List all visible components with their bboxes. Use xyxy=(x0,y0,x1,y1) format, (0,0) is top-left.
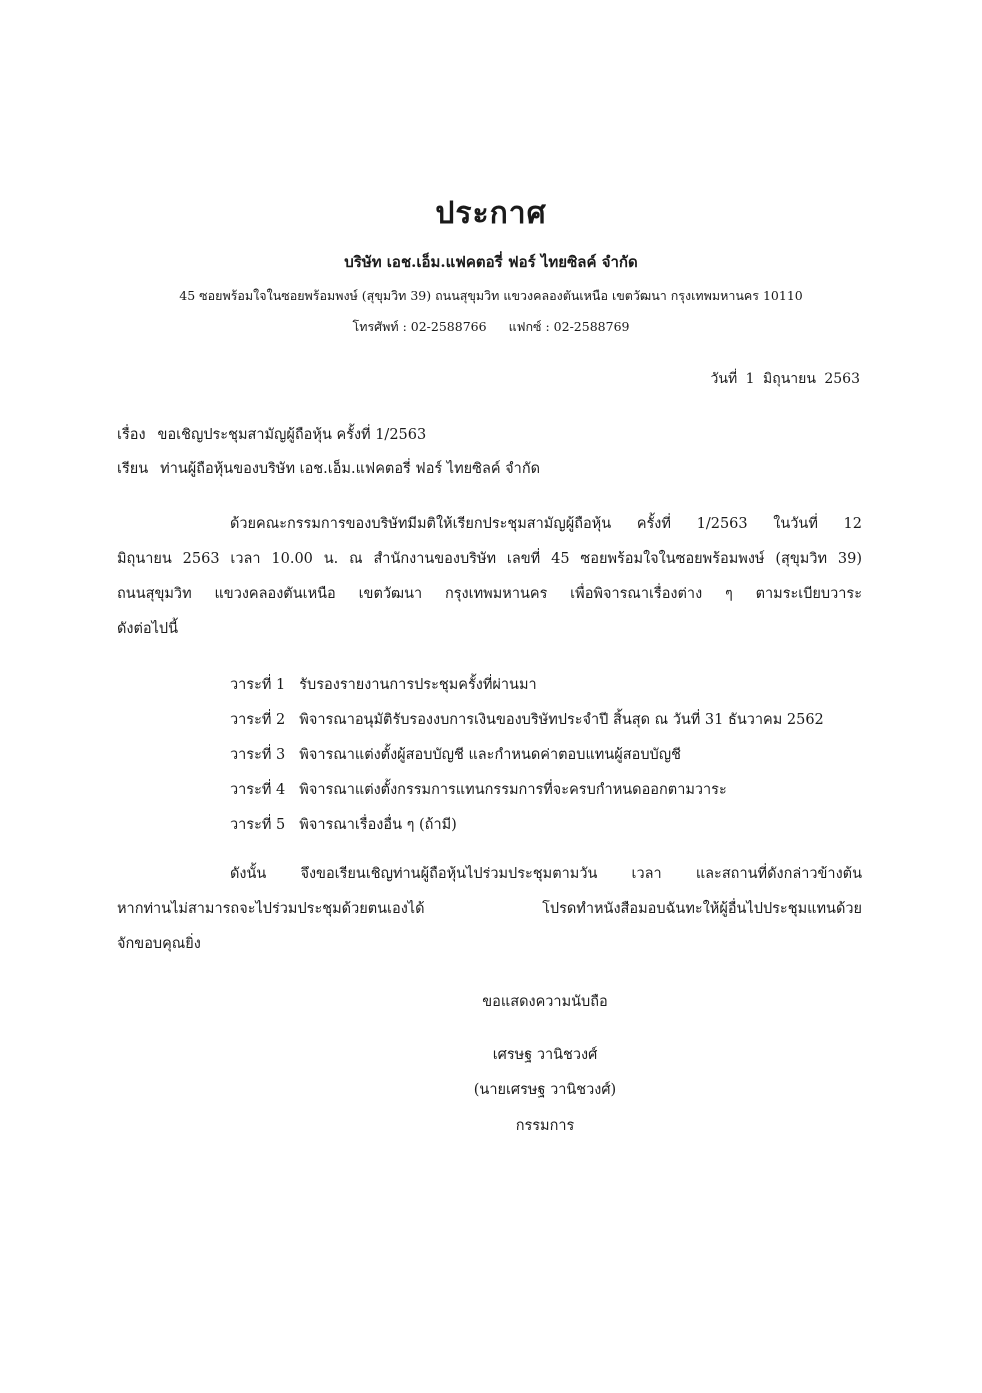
signature-name: เศรษฐ วานิชวงศ์ xyxy=(492,1047,598,1063)
agenda-number: วาระที่ 1 xyxy=(230,677,286,693)
paragraph-line: จักขอบคุณยิ่ง xyxy=(117,936,201,952)
subject-label: เรื่อง xyxy=(117,427,146,443)
recipient-label: เรียน xyxy=(117,461,149,477)
subject-line xyxy=(117,423,426,446)
phone-number: โทรศัพท์ : 02-2588766 xyxy=(352,319,487,334)
page-title: ประกาศ xyxy=(435,196,547,231)
agenda-number: วาระที่ 5 xyxy=(230,817,286,833)
agenda-text: พิจารณาเรื่องอื่น ๆ (ถ้ามี) xyxy=(299,817,457,833)
paragraph-line: หากท่านไม่สามารถจะไปร่วมประชุมด้วยตนเองได้ โปรดทำหนังสือมอบฉันทะให้ผู้อื่นไปประชุมแทนด้วย xyxy=(117,901,862,917)
agenda-number: วาระที่ 3 xyxy=(230,747,286,763)
agenda-text: รับรองรายงานการประชุมครั้งที่ผ่านมา xyxy=(299,677,537,693)
agenda-number: วาระที่ 2 xyxy=(230,712,286,728)
closing-phrase: ขอแสดงความนับถือ xyxy=(482,994,608,1010)
fax-number: แฟกซ์ : 02-2588769 xyxy=(508,319,630,334)
paragraph-line: ดังนั้น จึงขอเรียนเชิญท่านผู้ถือหุ้นไปร่วมประชุมตามวัน เวลา และสถานที่ดังกล่าวข้างต้น xyxy=(230,866,862,882)
signatory-position: กรรมการ xyxy=(515,1118,575,1134)
agenda-item xyxy=(230,738,824,773)
paragraph-line: ด้วยคณะกรรมการของบริษัทมีมติให้เรียกประชุมสามัญผู้ถือหุ้น ครั้งที่ 1/2563 ในวันที่ 12 xyxy=(230,516,862,532)
body-paragraph-2 xyxy=(117,857,862,962)
paragraph-line: มิถุนายน 2563 เวลา 10.00 น. ณ สำนักงานของบริษัท เลขที่ 45 ซอยพร้อมใจในซอยพร้อมพงษ์ (สุขุมวิท 39) xyxy=(117,551,862,567)
document-date: วันที่ 1 มิถุนายน 2563 xyxy=(710,371,860,387)
subject-text: ขอเชิญประชุมสามัญผู้ถือหุ้น ครั้งที่ 1/2563 xyxy=(157,427,427,443)
recipient-text: ท่านผู้ถือหุ้นของบริษัท เอช.เอ็ม.แฟคตอรี่ ฟอร์ ไทยซิลค์ จำกัด xyxy=(160,461,541,477)
body-paragraph-1 xyxy=(117,507,862,647)
agenda-item xyxy=(230,703,824,738)
paragraph-line: ดังต่อไปนี้ xyxy=(117,621,179,637)
agenda-text: พิจารณาแต่งตั้งผู้สอบบัญชี และกำหนดค่าตอบแทนผู้สอบบัญชี xyxy=(299,747,681,763)
company-name: บริษัท เอช.เอ็ม.แฟคตอรี่ ฟอร์ ไทยซิลค์ จำกัด xyxy=(344,253,638,271)
company-address: 45 ซอยพร้อมใจในซอยพร้อมพงษ์ (สุขุมวิท 39) ถนนสุขุมวิท แขวงคลองตันเหนือ เขตวัฒนา กรุงเทพมหานคร 10110 xyxy=(179,288,803,303)
signatory-full-name: (นายเศรษฐ วานิชวงศ์) xyxy=(473,1082,617,1098)
paragraph-line: ถนนสุขุมวิท แขวงคลองตันเหนือ เขตวัฒนา กรุงเทพมหานคร เพื่อพิจารณาเรื่องต่าง ๆ ตามระเบียบวาระ xyxy=(117,586,862,602)
agenda-item xyxy=(230,773,824,808)
agenda-item xyxy=(230,668,824,703)
agenda-text: พิจารณาแต่งตั้งกรรมการแทนกรรมการที่จะครบกำหนดออกตามวาระ xyxy=(299,782,727,798)
agenda-list xyxy=(230,668,824,843)
company-contact xyxy=(0,317,982,337)
agenda-number: วาระที่ 4 xyxy=(230,782,286,798)
recipient-line xyxy=(117,457,540,480)
agenda-item xyxy=(230,808,824,843)
agenda-text: พิจารณาอนุมัติรับรองงบการเงินของบริษัทประจำปี สิ้นสุด ณ วันที่ 31 ธันวาคม 2562 xyxy=(299,712,824,728)
